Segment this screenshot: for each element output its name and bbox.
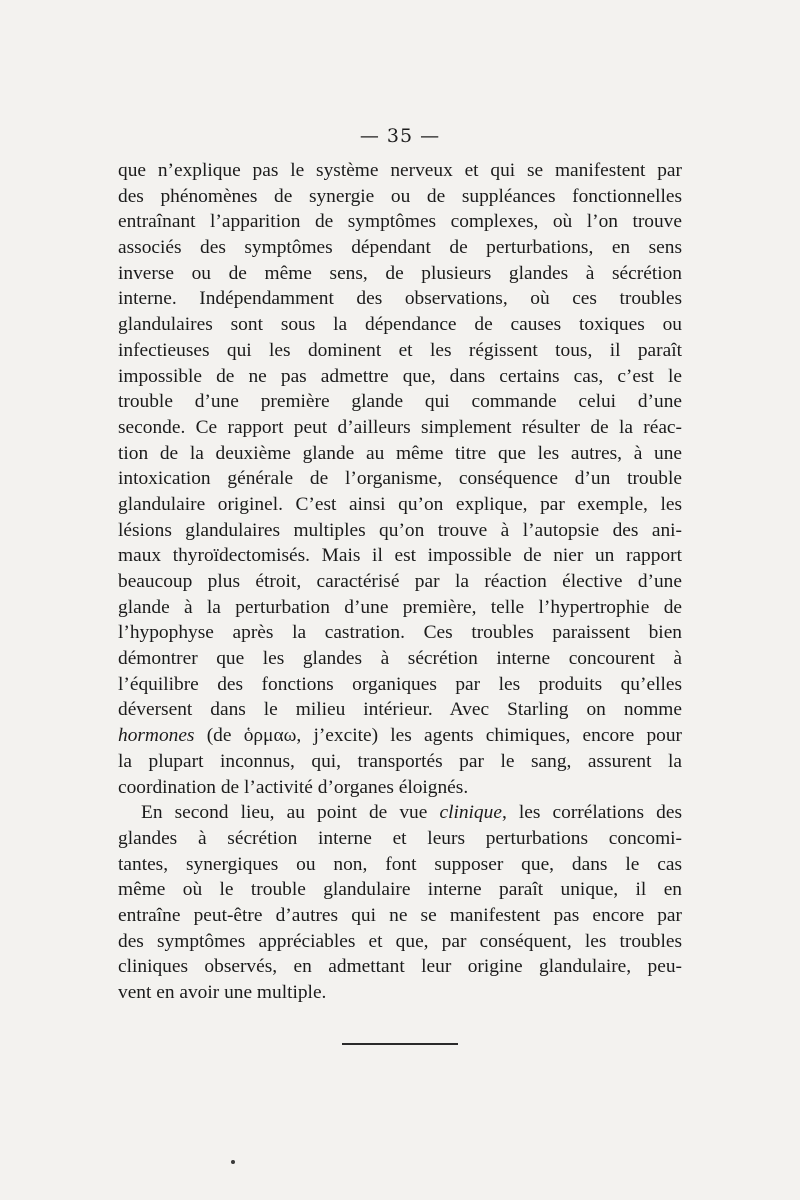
text-line: que n’explique pas le système nerveux et qui se manifestent par — [118, 160, 682, 181]
text-line: démontrer que les glandes à sécrétion interne concourent à — [118, 648, 682, 670]
text-line: glandulaires sont sous la dépendance de causes toxiques ou — [118, 314, 682, 336]
text-line: seconde. Ce rapport peut d’ailleurs simplement résulter de la réac- — [118, 416, 682, 438]
text-line: l’équilibre des fonctions organiques par les produits qu’elles — [118, 673, 682, 695]
text-line: tantes, synergiques ou non, font supposer que, dans le cas — [118, 853, 682, 875]
section-divider — [342, 1043, 458, 1045]
text-line: trouble d’une première glande qui commande celui d’une — [118, 391, 682, 413]
text-line: même où le trouble glandulaire interne paraît unique, il en — [118, 879, 682, 901]
text-line: infectieuses qui les dominent et les régissent tous, il paraît — [118, 339, 682, 361]
text-line-hormones — [118, 723, 682, 749]
text-line: la plupart inconnus, qui, transportés par le sang, assurent la — [118, 750, 682, 772]
para2-start: En second lieu, au point de vue — [141, 802, 440, 824]
text-line: cliniques observés, en admettant leur origine glandulaire, peu- — [118, 956, 682, 978]
text-line: tion de la deuxième glande au même titre que les autres, à une — [118, 442, 682, 464]
text-line: glandes à sécrétion interne et leurs perturbations concomi- — [118, 827, 682, 849]
text-line: intoxication générale de l’organisme, conséquence d’un trouble — [118, 468, 682, 490]
text-line: entraîne peut-être d’autres qui ne se manifestent pas encore par — [118, 904, 682, 926]
ink-dot — [231, 1160, 235, 1164]
text-line: déversent dans le milieu intérieur. Avec Starling on nomme — [118, 699, 682, 721]
page-number: — 35 — — [359, 125, 441, 147]
text-line: maux thyroïdectomisés. Mais il est impossible de nier un rapport — [118, 545, 682, 567]
text-line: glandulaire originel. C’est ainsi qu’on explique, par exemple, les — [118, 493, 682, 515]
italic-term-clinique: clinique — [439, 802, 502, 824]
text-line: glande à la perturbation d’une première, telle l’hypertrophie de — [118, 596, 682, 618]
text-line: des symptômes appréciables et que, par conséquent, les troubles — [118, 930, 682, 952]
text-line-hormones-rest: (de ὁρμαω, j’excite) les agents chimiques, encore pour — [194, 725, 682, 747]
paragraph-2-first-line — [118, 800, 682, 826]
text-line: interne. Indépendamment des observations, où ces troubles — [118, 288, 682, 310]
text-line: inverse ou de même sens, de plusieurs glandes à sécrétion — [118, 262, 682, 284]
text-line: lésions glandulaires multiples qu’on trouve à l’autopsie des ani- — [118, 519, 682, 541]
text-line: des phénomènes de synergie ou de suppléances fonctionnelles — [118, 185, 682, 207]
text-line: associés des symptômes dépendant de perturbations, en sens — [118, 237, 682, 259]
text-line: entraînant l’apparition de symptômes complexes, où l’on trouve — [118, 211, 682, 233]
body-text — [118, 158, 682, 1006]
text-line: beaucoup plus étroit, caractérisé par la réaction élective d’une — [118, 571, 682, 592]
text-line: l’hypophyse après la castration. Ces troubles paraissent bien — [118, 622, 682, 644]
text-line: vent en avoir une multiple. — [118, 982, 327, 1003]
para2-rest: , les corrélations des — [501, 802, 682, 824]
text-line: impossible de ne pas admettre que, dans certains cas, c’est le — [118, 365, 682, 387]
text-line: coordination de l’activité d’organes éloignés. — [118, 776, 469, 798]
italic-term-hormones: hormones — [118, 725, 195, 747]
